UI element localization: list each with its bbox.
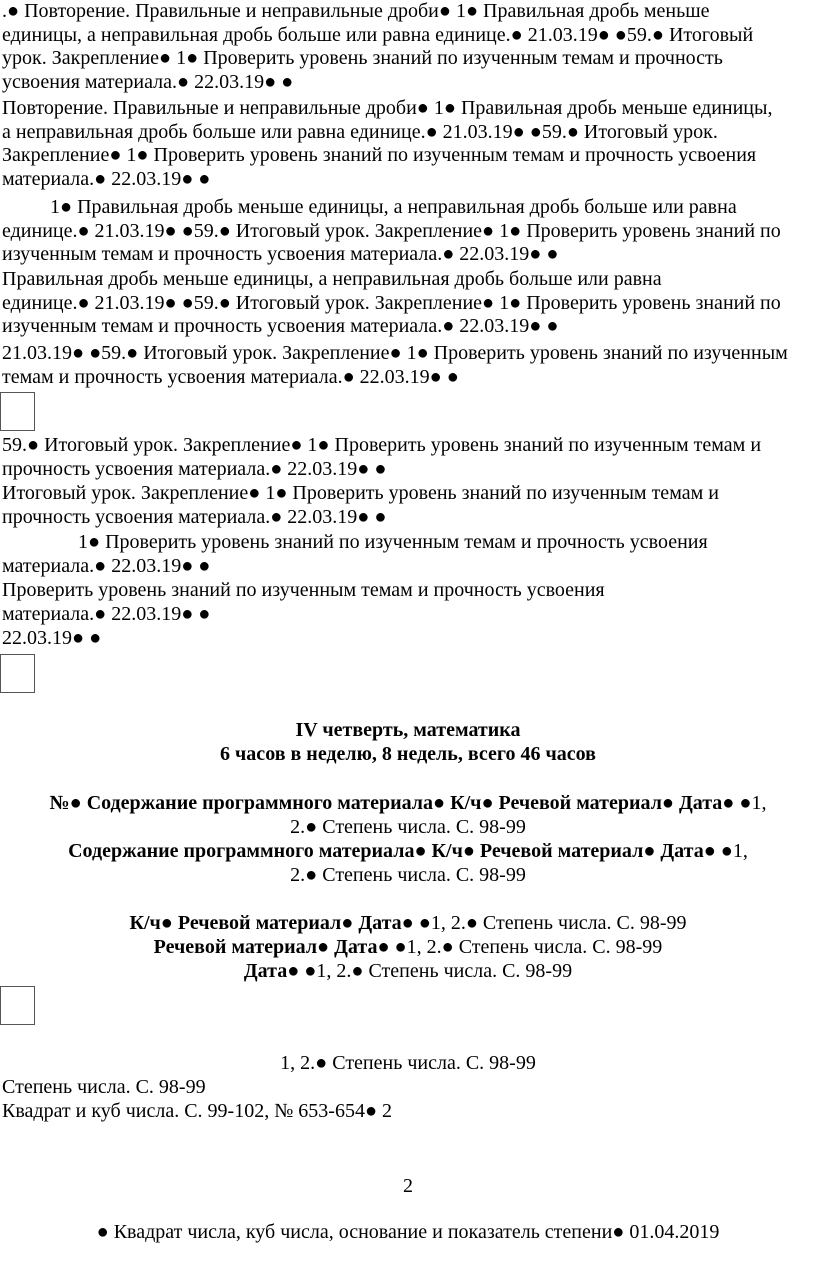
text-line: единице.● 21.03.19● ●59.● Итоговый урок. Закрепление● 1● Проверить уровень знаний по	[2, 219, 781, 242]
table-header-normal: 1, 2.● Степень числа. С. 98-99	[406, 936, 663, 958]
table-header-normal: 1,	[751, 792, 767, 814]
table-header-normal: 1, 2.● Степень числа. С. 98-99	[430, 912, 687, 934]
table-header-bold: К/ч● Речевой материал● Дата● ●	[129, 912, 431, 934]
row-left-2	[2, 1100, 814, 1124]
text-line: Степень числа. С. 98-99	[2, 1076, 206, 1098]
table-header-5	[0, 960, 816, 984]
text-line: прочность усвоения материала.● 22.03.19● ●	[2, 505, 387, 528]
text-block-8	[2, 531, 814, 578]
text-block-3	[2, 196, 814, 267]
text-block-7	[2, 482, 814, 529]
text-line: 59.● Итоговый урок. Закрепление● 1● Проверить уровень знаний по изученным темам и	[2, 434, 762, 456]
text-block-6	[2, 434, 814, 481]
text-line: Повторение. Правильные и неправильные дроби● 1● Правильная дробь меньше единицы,	[2, 97, 773, 119]
table-header-bold: №● Содержание программного материала● К/ч● Речевой материал● Дата● ●	[49, 792, 752, 814]
text-line: единицы, а неправильная дробь больше или равна единице.● 21.03.19● ●59.● Итоговый	[2, 23, 754, 46]
table-header-normal: 1,	[732, 840, 748, 862]
text-line: Итоговый урок. Закрепление● 1● Проверить уровень знаний по изученным темам и	[2, 482, 719, 504]
empty-cell-box	[0, 986, 35, 1025]
table-header-3	[0, 912, 816, 936]
table-header-4	[0, 936, 816, 960]
table-header-bold: Дата● ●	[243, 960, 317, 982]
table-header-2	[0, 840, 816, 864]
text-block-2	[2, 97, 814, 191]
text-line: единице.● 21.03.19● ●59.● Итоговый урок. Закрепление● 1● Проверить уровень знаний по	[2, 291, 781, 314]
text-block-4	[2, 268, 814, 339]
table-header-2-line2: 2.● Степень числа. С. 98-99	[290, 864, 526, 886]
empty-cell-box	[0, 654, 35, 693]
text-line: Проверить уровень знаний по изученным темам и прочность усвоения	[2, 579, 605, 601]
text-line: 1● Проверить уровень знаний по изученным темам и прочность усвоения	[78, 531, 708, 553]
text-line: 1● Правильная дробь меньше единицы, а неправильная дробь больше или равна	[50, 196, 737, 218]
quarter-heading: IV четверть, математика	[295, 719, 521, 741]
text-block-9	[2, 579, 814, 626]
text-line: материала.● 22.03.19● ●	[2, 554, 211, 577]
table-header-bold: Речевой материал● Дата● ●	[153, 936, 407, 958]
text-line: материала.● 22.03.19● ●	[2, 167, 211, 190]
text-line: изученным темам и прочность усвоения материала.● 22.03.19● ●	[2, 315, 559, 337]
text-line: изученным темам и прочность усвоения материала.● 22.03.19● ●	[2, 243, 559, 265]
text-block-5	[2, 342, 814, 389]
empty-cell-box	[0, 392, 35, 431]
text-line: 21.03.19● ●59.● Итоговый урок. Закрепление● 1● Проверить уровень знаний по изученным	[2, 342, 788, 364]
text-line: .● Повторение. Правильные и неправильные дроби● 1● Правильная дробь меньше	[2, 0, 710, 22]
text-line: Закрепление● 1● Проверить уровень знаний по изученным темам и прочность усвоения	[2, 144, 757, 166]
table-header-normal: 1, 2.● Степень числа. С. 98-99	[316, 960, 573, 982]
table-header-1	[0, 792, 816, 816]
text-line: Квадрат и куб числа. С. 99-102, № 653-654● 2	[2, 1100, 393, 1122]
text-line: 22.03.19● ●	[2, 627, 102, 649]
footer-line: ● Квадрат числа, куб числа, основание и показатель степени● 01.04.2019	[96, 1221, 720, 1243]
text-line: Правильная дробь меньше единицы, а неправильная дробь больше или равна	[2, 268, 662, 290]
text-block-10	[2, 627, 814, 651]
text-line: материала.● 22.03.19● ●	[2, 602, 211, 625]
text-line: усвоения материала.● 22.03.19● ●	[2, 70, 294, 93]
text-line: урок. Закрепление● 1● Проверить уровень знаний по изученным темам и прочность	[2, 47, 723, 69]
table-header-bold: Содержание программного материала● К/ч● Речевой материал● Дата● ●	[68, 840, 733, 862]
text-block-1	[2, 0, 814, 94]
table-header-1-line2: 2.● Степень числа. С. 98-99	[290, 816, 526, 838]
text-line: прочность усвоения материала.● 22.03.19● ●	[2, 457, 387, 480]
page-number: 2	[403, 1175, 413, 1197]
text-line: а неправильная дробь больше или равна единице.● 21.03.19● ●59.● Итоговый урок.	[2, 120, 718, 143]
hours-heading: 6 часов в неделю, 8 недель, всего 46 часов	[220, 743, 596, 765]
text-line: темам и прочность усвоения материала.● 22.03.19● ●	[2, 365, 459, 388]
row-centered: 1, 2.● Степень числа. С. 98-99	[280, 1052, 536, 1074]
row-left-1	[2, 1076, 814, 1100]
